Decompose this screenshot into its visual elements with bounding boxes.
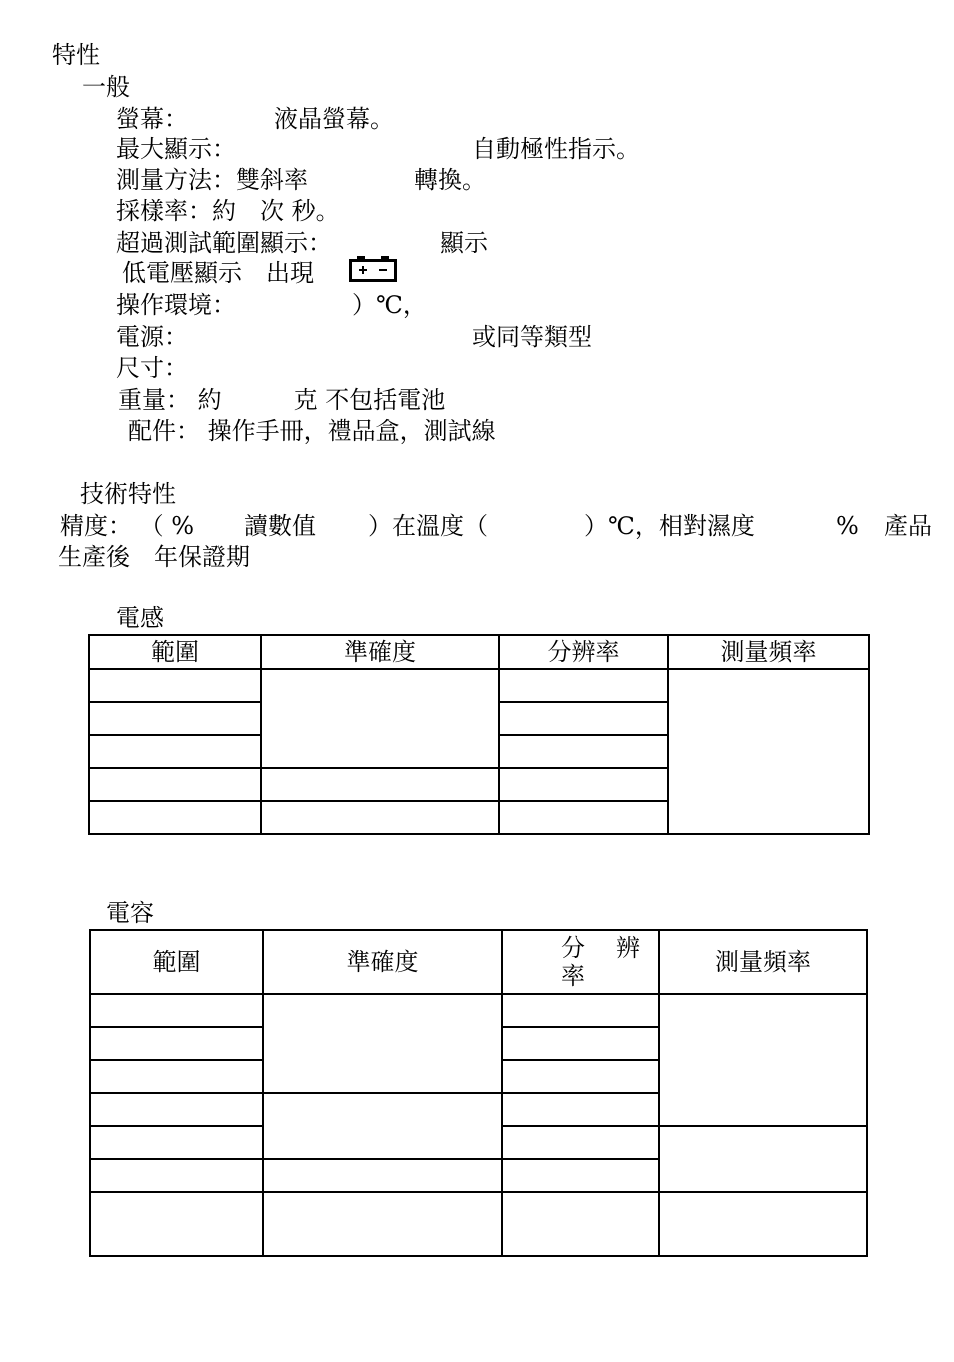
table-cell <box>89 702 261 735</box>
table-cell <box>90 1027 263 1060</box>
table-cell <box>502 994 659 1027</box>
accuracy-text-a: 精度： （ % <box>60 512 195 540</box>
overrange-label: 超過測試範圍顯示： <box>116 229 332 257</box>
display-value: 液晶螢幕。 <box>274 105 394 133</box>
table-cell <box>89 801 261 834</box>
weight-line: 重量： 約 克 不包括電池 <box>118 386 446 414</box>
section-heading: 特性 <box>52 41 100 69</box>
header-accuracy: 準確度 <box>263 930 502 994</box>
header-frequency: 測量頻率 <box>659 930 867 994</box>
table-cell <box>263 1192 502 1256</box>
table-cell <box>502 1093 659 1126</box>
table-cell <box>263 1093 502 1159</box>
warranty-line: 生產後 年保證期 <box>58 543 250 571</box>
header-frequency: 測量頻率 <box>668 635 869 669</box>
size-label: 尺寸： <box>116 354 188 382</box>
table-cell <box>659 1192 867 1256</box>
table-cell <box>502 1027 659 1060</box>
header-accuracy: 準確度 <box>261 635 499 669</box>
accuracy-text-e: % <box>836 512 859 540</box>
environment-value: ）℃， <box>352 291 427 319</box>
table-cell <box>263 994 502 1093</box>
table-cell <box>502 1126 659 1159</box>
power-value: 或同等類型 <box>472 323 592 351</box>
max-display-value: 自動極性指示。 <box>472 135 640 163</box>
accuracy-text-d: ）℃，相對濕度 <box>584 512 755 540</box>
method-label: 測量方法：雙斜率 <box>116 166 308 194</box>
sampling-rate: 採樣率：約 次 秒。 <box>116 197 340 225</box>
table-cell <box>499 669 668 702</box>
table-cell <box>261 801 499 834</box>
inductance-table <box>88 634 870 835</box>
display-label: 螢幕： <box>116 105 188 133</box>
header-resolution <box>502 930 659 994</box>
overrange-value: 顯示 <box>440 229 488 257</box>
inductance-title: 電感 <box>116 604 164 632</box>
table-cell <box>499 702 668 735</box>
table-cell <box>90 1192 263 1256</box>
environment-label: 操作環境： <box>116 291 236 319</box>
general-title: 一般 <box>82 73 130 101</box>
header-resolution-part: 分 <box>561 934 585 962</box>
table-cell <box>502 1159 659 1192</box>
table-cell <box>499 735 668 768</box>
table-cell <box>499 768 668 801</box>
table-cell <box>89 669 261 702</box>
header-resolution-part: 率 <box>561 962 585 990</box>
power-label: 電源： <box>116 323 188 351</box>
table-cell <box>502 1060 659 1093</box>
table-cell <box>668 669 869 834</box>
table-cell <box>90 1159 263 1192</box>
table-cell <box>499 801 668 834</box>
table-cell <box>261 669 499 768</box>
accessories-line: 配件： 操作手冊，禮品盒，測試線 <box>128 417 496 445</box>
table-cell <box>659 1126 867 1192</box>
table-cell <box>261 768 499 801</box>
header-resolution-part: 辨 <box>616 934 640 962</box>
max-display-label: 最大顯示： <box>116 135 236 163</box>
table-cell <box>90 1060 263 1093</box>
table-cell <box>90 1093 263 1126</box>
table-cell <box>89 735 261 768</box>
technical-title: 技術特性 <box>80 480 176 508</box>
accuracy-text-f: 產品 <box>884 512 932 540</box>
table-cell <box>90 1126 263 1159</box>
table-cell <box>90 994 263 1027</box>
table-cell <box>502 1192 659 1256</box>
accuracy-text-c: ）在溫度（ <box>368 512 488 540</box>
battery-icon <box>349 256 397 282</box>
header-resolution: 分辨率 <box>499 635 668 669</box>
capacitance-table <box>89 929 868 1257</box>
accuracy-text-b: 讀數值 <box>244 512 316 540</box>
table-cell <box>89 768 261 801</box>
capacitance-title: 電容 <box>106 899 154 927</box>
header-range: 範圍 <box>89 635 261 669</box>
method-value: 轉換。 <box>414 166 486 194</box>
header-range: 範圍 <box>90 930 263 994</box>
table-cell <box>659 994 867 1126</box>
low-battery-text: 低電壓顯示 出現 <box>122 259 314 287</box>
table-cell <box>263 1159 502 1192</box>
